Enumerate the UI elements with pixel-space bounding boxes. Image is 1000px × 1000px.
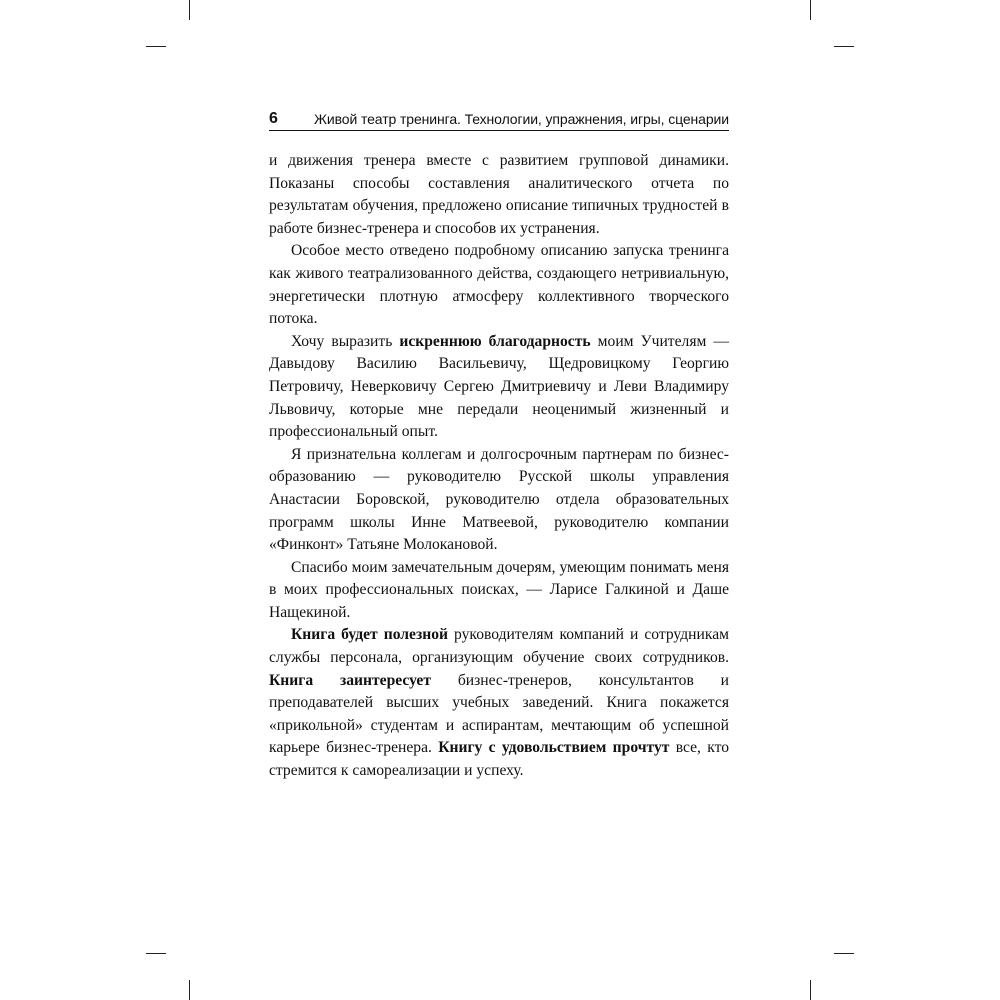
paragraph-3-lead: Хочу выразить — [291, 332, 400, 350]
paragraph-6-emphasis-2: Книга заинтересует — [269, 671, 431, 689]
crop-mark-top-right-h — [834, 46, 854, 47]
page-header — [269, 108, 729, 132]
paragraph-6-text-1: руководителям компаний и сотрудникам службы персонала, организующим обучение своих сотрудников. — [269, 626, 729, 667]
paragraph-6 — [269, 624, 729, 782]
paragraph-3-emphasis: искреннюю благодарность — [399, 332, 591, 350]
paragraph-4: Я признательна коллегам и долгосрочным партнерам по бизнес-образованию — руководителю Русской школы управления Анастасии Боровской, руководителю отдела образовательных программ школы Инне Матвеевой, руководителю компании «Финконт» Татьяне Молокановой. — [269, 445, 729, 554]
paragraph-6-text-2: бизнес-тренеров, консультантов и преподавателей высших учебных заведений. Книга покажется «прикольной» студентам и аспирантам, мечтающим об успешной карьере бизнес-тренера. — [269, 671, 729, 757]
paragraph-6-text-3: все, кто стремится к самореализации и успеху. — [269, 739, 729, 780]
paragraph-2: Особое место отведено подробному описанию запуска тренинга как живого театрализованного действа, создающего нетривиальную, энергетически плотную атмосферу коллективного творческого потока. — [269, 242, 729, 328]
paragraph-6-emphasis-3: Книгу с удовольствием прочтут — [438, 739, 670, 757]
paragraph-1: и движения тренера вместе с развитием групповой динамики. Показаны способы составления аналитического отчета по результатам обучения, предложено описание типичных трудностей в работе бизнес-тренера и способов их устранения. — [269, 152, 729, 237]
crop-mark-bottom-left — [189, 980, 190, 1000]
paragraph-6-emphasis-1: Книга будет полезной — [291, 626, 448, 644]
body-text — [269, 150, 729, 783]
crop-mark-bottom-right — [810, 980, 811, 1000]
page-number: 6 — [269, 110, 278, 127]
crop-mark-top-right — [810, 0, 811, 20]
crop-mark-top-left — [189, 0, 190, 20]
paragraph-3 — [269, 331, 729, 444]
paragraph-3-rest: моим Учителям — Давыдову Василию Васильевичу, Щедровицкому Георгию Петровичу, Неверковичу Сергею Дмитриевичу и Леви Владимиру Львовичу, которые мне передали неоценимый жизненный и профессиональный опыт. — [269, 332, 729, 441]
crop-mark-bottom-right-h — [834, 953, 854, 954]
paragraph-5: Спасибо моим замечательным дочерям, умеющим понимать меня в моих профессиональных поисках, — Ларисе Галкиной и Даше Нащекиной. — [269, 558, 729, 621]
header-rule — [269, 130, 729, 131]
crop-mark-bottom-left-h — [146, 953, 166, 954]
crop-mark-top-left-h — [146, 46, 166, 47]
running-title: Живой театр тренинга. Технологии, упражнения, игры, сценарии — [314, 111, 729, 127]
